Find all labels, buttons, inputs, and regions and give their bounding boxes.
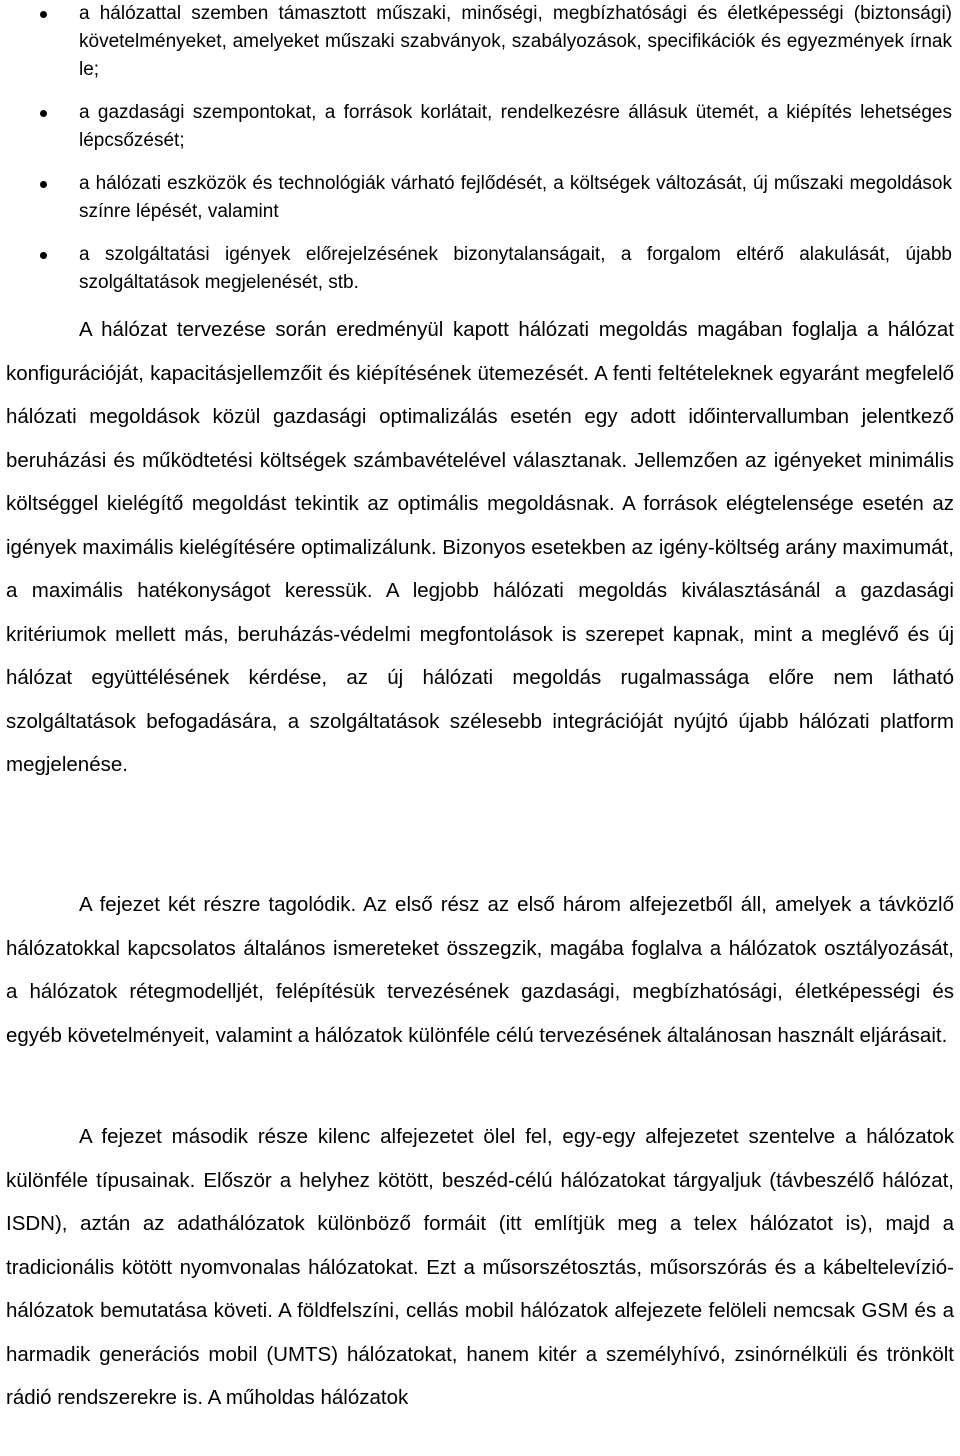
body-paragraph: A fejezet második része kilenc alfejezetet ölel fel, egy-egy alfejezetet szentelve a hálózatok különféle típusainak. Először a helyhez kötött, beszéd-célú hálózatokat tárgyaljuk (távbeszélő hálózat, ISDN), aztán az adathálózatok különböző formáit (itt említjük meg a telex hálózatot is), majd a tradicionális kötött nyomvonalas hálózatokat. Ezt a műsorszétosztás, műsorszórás és a kábeltelevízió-hálózatok bemutatása követi. A földfelszíni, cellás mobil hálózatok alfejezete felöleli nemcsak GSM és a harmadik generációs mobil (UMTS) hálózatokat, hanem kitér a személyhívó, zsinórnélküli és trönkölt rádió rendszerekre is. A műholdas hálózatok [6, 1125, 954, 1409]
body-paragraph: A fejezet két részre tagolódik. Az első rész az első három alfejezetből áll, amelyek a távközlő hálózatokkal kapcsolatos általános ismereteket összegzik, magába foglalva a hálózatok osztályozását, a hálózatok rétegmodelljét, felépítésük tervezésének gazdasági, megbízhatósági, életképességi és egyéb követelményeit, valamint a hálózatok különféle célú tervezésének általánosan használt eljárásait. [6, 893, 954, 1047]
bullet-text: a gazdasági szempontokat, a források korlátait, rendelkezésre állásuk ütemét, a kiépítés lehetséges lépcsőzését; [79, 102, 952, 151]
bullet-text: a hálózati eszközök és technológiák várható fejlődését, a költségek változását, új műszaki megoldások színre lépését, valamint [79, 173, 952, 222]
bullet-dot-icon [40, 11, 47, 18]
requirements-bullet-list [0, 0, 960, 312]
bullet-item [0, 241, 960, 297]
bullet-dot-icon [40, 110, 47, 117]
bullet-dot-icon [40, 181, 47, 188]
bullet-dot-icon [40, 252, 47, 259]
bullet-text: a hálózattal szemben támasztott műszaki, minőségi, megbízhatósági és életképességi (biztonsági) követelményeket, amelyeket műszaki szabványok, szabályozások, specifikációk és egyezmények írnak le; [79, 3, 952, 80]
body-paragraph: A hálózat tervezése során eredményül kapott hálózati megoldás magában foglalja a hálózat konfigurációját, kapacitásjellemzőit és kiépítésének ütemezését. A fenti feltételeknek egyaránt megfelelő hálózati megoldások közül gazdasági optimalizálás esetén egy adott időintervallumban jelentkező beruházási és működtetési költségek számbavételével választanak. Jellemzően az igényeket minimális költséggel kielégítő megoldást tekintik az optimális megoldásnak. A források elégtelensége esetén az igények maximális kielégítésére optimalizálunk. Bizonyos esetekben az igény-költség arány maximumát, a maximális hatékonyságot keressük. A legjobb hálózati megoldás kiválasztásánál a gazdasági kritériumok mellett más, beruházás-védelmi megfontolások is szerepet kapnak, mint a meglévő és új hálózat együttélésének kérdése, az új hálózati megoldás rugalmassága előre nem látható szolgáltatások befogadására, a szolgáltatások szélesebb integrációját nyújtó újabb hálózati platform megjelenése. [6, 318, 954, 776]
bullet-text: a szolgáltatási igények előrejelzésének bizonytalanságait, a forgalom eltérő alakulását, újabb szolgáltatások megjelenését, stb. [79, 244, 952, 293]
bullet-item [0, 170, 960, 226]
bullet-item [0, 0, 960, 84]
bullet-item [0, 99, 960, 155]
